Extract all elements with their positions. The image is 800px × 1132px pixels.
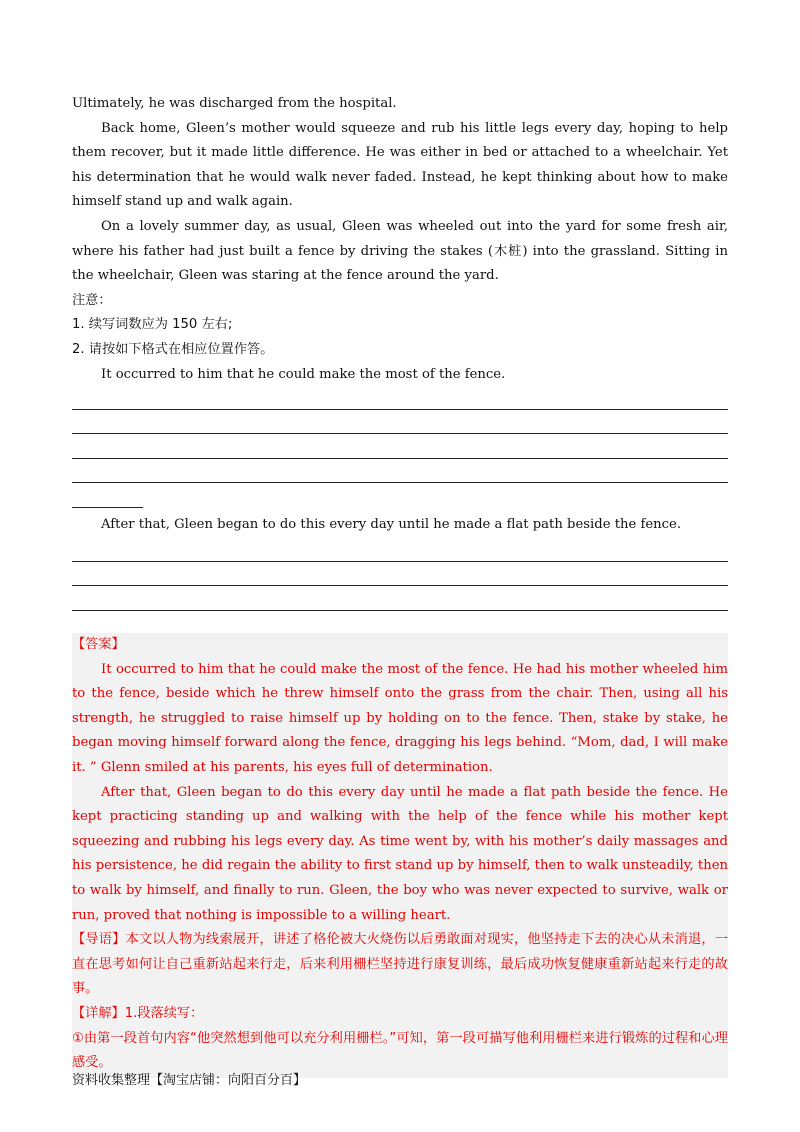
writing-line[interactable] [72, 537, 728, 562]
writing-line[interactable] [72, 459, 728, 484]
passage-paragraph-1: Ultimately, he was discharged from the hospital. [72, 96, 397, 111]
writing-line[interactable] [72, 434, 728, 459]
detail-title: 1.段落续写： [124, 1005, 204, 1021]
passage-paragraph-3: On a lovely summer day, as usual, Gleen was wheeled out into the yard for some fresh air, where his father had just built a fence by driving the stakes (木桩) into the grassland. Sitting in the wheelchair, Gleen was staring at the fence around the yard. [72, 218, 728, 284]
passage-paragraph-2: Back home, Gleen’s mother would squeeze and rub his little legs every day, hoping to help them recover, but it made little difference. He was either in bed or attached to a wheelchair. Yet his determination that he would walk never faded. Instead, he kept thinking about how to make himself stand up and walk again. [72, 120, 728, 210]
notes-item-1: 1. 续写词数应为 150 左右; [72, 317, 233, 333]
answer-paragraph-1: It occurred to him that he could make the most of the fence. He had his mother wheeled him to the fence, beside which he threw himself onto the grass from the chair. Then, using all his strength, he struggled to raise himself up by holding on to the fence. Then, stake by stake, he began moving himself forward along the fence, dragging his legs behind. “Mom, dad, I will make it. ” Glenn smiled at his parents, his eyes full of determination. [72, 661, 728, 775]
writing-line[interactable] [72, 562, 728, 587]
detail-label: 【详解】 [72, 1005, 125, 1021]
writing-line[interactable] [72, 586, 728, 611]
guide-paragraph [72, 928, 728, 1002]
detail-text: ①由第一段首句内容“他突然想到他可以充分利用栅栏。”可知，第一段可描写他利用栅栏来进行锻炼的过程和心理感受。 [72, 1030, 728, 1071]
answer-lines-1 [72, 385, 728, 508]
passage-section [72, 92, 728, 660]
detail-heading [72, 1002, 728, 1027]
writing-line[interactable] [72, 385, 728, 410]
answer-section [72, 633, 728, 1078]
notes-item-2: 2. 请按如下格式在相应位置作答。 [72, 341, 274, 357]
notes-heading: 注意： [72, 292, 112, 308]
guide-label: 【导语】 [72, 932, 126, 948]
guide-text: 本文以人物为线索展开，讲述了格伦被大火烧伤以后勇敢面对现实，他坚持走下去的决心从未消退，一直在思考如何让自己重新站起来行走，后来利用栅栏坚持进行康复训练，最后成功恢复健康重新站起来行走的故事。 [72, 932, 729, 997]
page-footer: 资料收集整理【淘宝店铺：向阳百分百】 [72, 1073, 307, 1088]
answer-label: 【答案】 [72, 637, 125, 652]
prompt-paragraph-1: It occurred to him that he could make the most of the fence. [101, 366, 506, 382]
writing-line[interactable] [72, 410, 728, 435]
prompt-paragraph-2: After that, Gleen began to do this every day until he made a flat path beside the fence. [101, 516, 682, 532]
writing-line[interactable] [72, 611, 728, 636]
answer-paragraph-2: After that, Gleen began to do this every day until he made a flat path beside the fence. He kept practicing standing up and walking with the help of the fence while his mother kept squeezing and rubbing his legs every day. As time went by, with his mother’s daily massages and his persistence, he did regain the ability to first stand up by himself, then to walk unsteadily, then to walk by himself, and finally to run. Gleen, the boy who was never expected to survive, walk or run, proved that nothing is impossible to a willing heart. [72, 784, 728, 923]
writing-line-short[interactable] [72, 483, 143, 508]
